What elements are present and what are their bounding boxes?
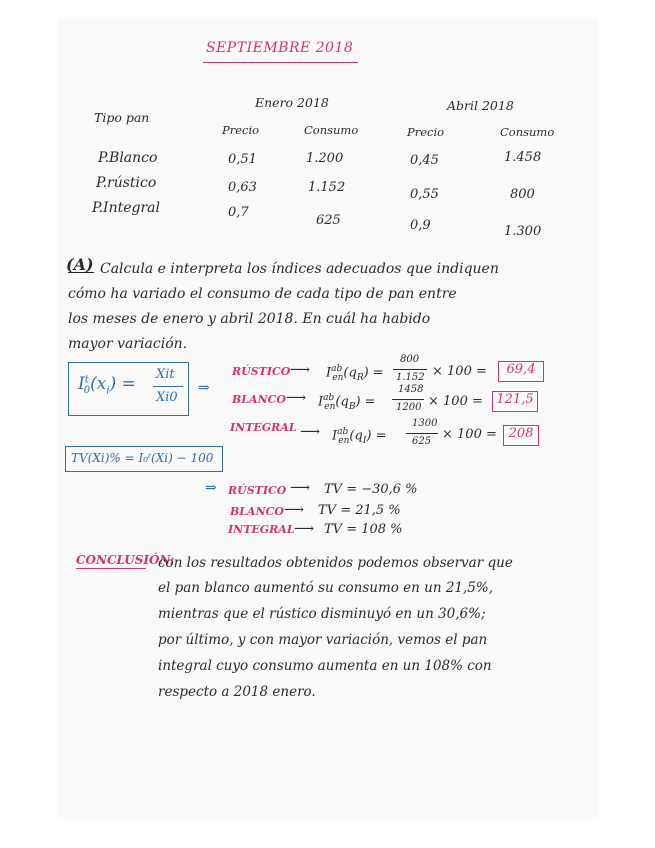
calc-rustico-times: × 100 = (432, 364, 487, 379)
row-rustico-name: P.rústico (96, 175, 157, 191)
arrow-right-icon: ⟶ (284, 502, 305, 518)
arrow-right-icon: ⟶ (290, 362, 311, 378)
conclusion-line-6: respecto a 2018 enero. (158, 684, 316, 700)
enero-precio-header: Precio (222, 123, 260, 137)
arrow-right-icon: ⟶ (286, 390, 307, 406)
calc-integral-result: 208 (503, 425, 539, 446)
abril-precio-header: Precio (407, 125, 445, 139)
calc-rustico-index: $I^{ab}_{en}(q_R)$ = (326, 364, 384, 383)
tv-rustico-value: TV = −30,6 % (324, 482, 418, 497)
row-integral-abr-precio: 0,9 (410, 218, 431, 233)
row-blanco-ene-consumo: 1.200 (306, 151, 344, 166)
double-arrow-icon: ⇒ (205, 480, 217, 496)
formula-numerator: Xit (156, 367, 175, 382)
arrow-right-icon: ⟶ (290, 480, 311, 496)
tv-blanco-value: TV = 21,5 % (318, 503, 401, 518)
tv-formula: TV(Xi)% = I₀ᵗ(Xi) − 100 (71, 451, 214, 465)
conclusion-underline (76, 568, 146, 569)
row-integral-ene-precio: 0,7 (228, 205, 249, 220)
calc-integral-den: 625 (412, 436, 432, 447)
calc-integral-num: 1300 (412, 418, 438, 429)
enero-consumo-header: Consumo (304, 123, 359, 137)
row-integral-abr-consumo: 1.300 (504, 224, 542, 239)
tv-rustico-label: RÚSTICO (228, 484, 287, 497)
calc-rustico-bar (393, 369, 427, 370)
formula-denominator: Xi0 (156, 390, 178, 405)
row-rustico-abr-consumo: 800 (510, 187, 535, 202)
conclusion-line-2: el pan blanco aumentó su consumo en un 21,5%, (158, 580, 494, 596)
row-rustico-ene-precio: 0,63 (228, 180, 257, 195)
question-label: (A) (66, 255, 94, 274)
double-arrow-icon: ⇒ (198, 380, 210, 396)
conclusion-line-1: con los resultados obtenidos podemos observar que (158, 555, 513, 571)
row-rustico-ene-consumo: 1.152 (308, 180, 346, 195)
calc-blanco-times: × 100 = (428, 394, 483, 409)
question-line-4: mayor variación. (68, 336, 188, 352)
arrow-right-icon: ⟶ (294, 521, 315, 537)
calc-rustico-num: 800 (400, 354, 420, 365)
tv-integral-value: TV = 108 % (324, 522, 403, 537)
page-title: SEPTIEMBRE 2018 (206, 40, 354, 56)
question-line-1: Calcula e interpreta los índices adecuados que indiquen (100, 261, 499, 277)
calc-blanco-num: 1458 (398, 384, 424, 395)
title-underline (203, 62, 358, 63)
conclusion-line-3: mientras que el rústico disminuyó en un 30,6%; (158, 606, 486, 622)
tv-integral-label: INTEGRAL (228, 523, 295, 536)
calc-rustico-result: 69,4 (498, 361, 544, 382)
calc-integral-index: $I^{ab}_{en}(q_I)$ = (332, 427, 387, 446)
calc-integral-bar (406, 433, 438, 434)
row-blanco-ene-precio: 0,51 (228, 152, 257, 167)
conclusion-line-4: por último, y con mayor variación, vemos el pan (158, 632, 488, 648)
row-rustico-abr-precio: 0,55 (410, 187, 439, 202)
row-blanco-abr-consumo: 1.458 (504, 150, 542, 165)
period-enero: Enero 2018 (255, 95, 329, 110)
abril-consumo-header: Consumo (500, 125, 555, 139)
question-label-underline (68, 272, 94, 273)
col-tipo-pan: Tipo pan (94, 110, 150, 125)
calc-blanco-bar (392, 399, 424, 400)
row-integral-ene-consumo: 625 (316, 213, 341, 228)
conclusion-line-5: integral cuyo consumo aumenta en un 108% con (158, 658, 492, 674)
tv-blanco-label: BLANCO (230, 505, 284, 518)
calc-rustico-den: 1.152 (396, 372, 425, 383)
arrow-right-icon: ⟶ (300, 424, 321, 440)
calc-integral-label: INTEGRAL (230, 421, 297, 434)
calc-blanco-den: 1200 (396, 402, 422, 413)
conclusion-label: CONCLUSIÓN: (76, 553, 175, 567)
formula-fraction-bar (153, 386, 183, 387)
formula-index-symbol: $I^t_0(x_i)$ = (78, 374, 136, 397)
calc-rustico-label: RÚSTICO (232, 365, 291, 378)
calc-blanco-label: BLANCO (232, 393, 286, 406)
calc-blanco-result: 121,5 (492, 391, 538, 412)
question-line-2: cómo ha variado el consumo de cada tipo de pan entre (68, 286, 457, 302)
question-line-3: los meses de enero y abril 2018. En cuál ha habido (68, 311, 431, 327)
row-blanco-name: P.Blanco (98, 150, 158, 166)
row-integral-name: P.Integral (92, 200, 160, 216)
period-abril: Abril 2018 (447, 98, 514, 113)
calc-blanco-index: $I^{ab}_{en}(q_B)$ = (318, 393, 376, 412)
row-blanco-abr-precio: 0,45 (410, 153, 439, 168)
calc-integral-times: × 100 = (442, 427, 497, 442)
